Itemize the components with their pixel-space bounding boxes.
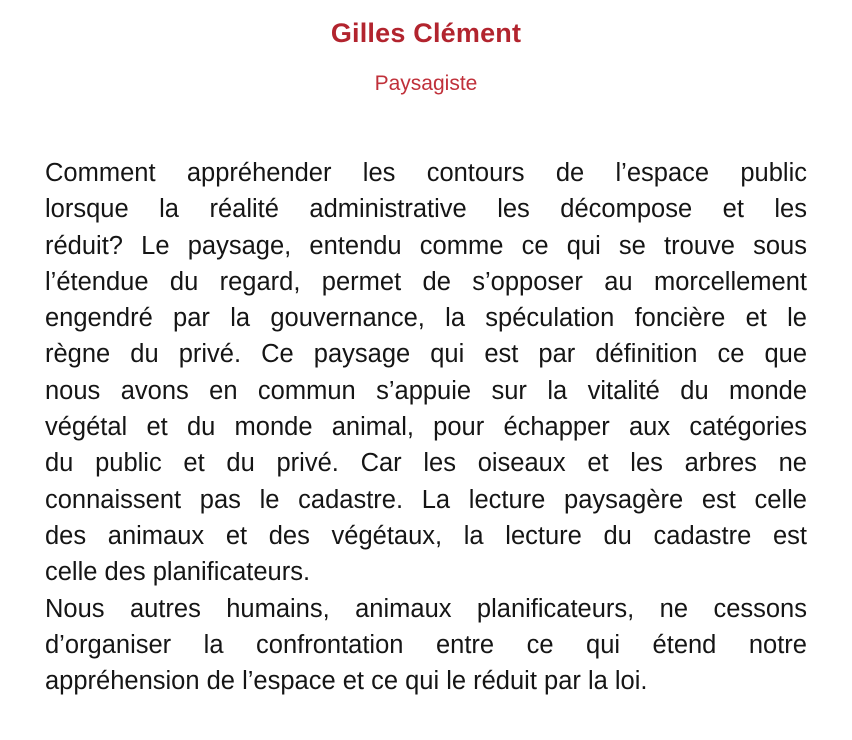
author-role: Paysagiste	[374, 72, 478, 95]
text-line: du public et du privé. Car les oiseaux et les arbres ne	[45, 449, 807, 478]
author-name: Gilles Clément	[330, 18, 522, 48]
text-line: d’organiser la confrontation entre ce qui étend notre	[45, 630, 807, 659]
text-line: lorsque la réalité administrative les décompose et les	[45, 195, 807, 224]
text-line: Comment appréhender les contours de l’espace public	[45, 159, 807, 187]
text-line: végétal et du monde animal, pour échapper aux catégories	[45, 413, 807, 442]
text-line: réduit? Le paysage, entendu comme ce qui se trouve sous	[45, 231, 807, 260]
text-line: règne du privé. Ce paysage qui est par définition ce que	[45, 340, 807, 369]
text-line: nous avons en commun s’appuie sur la vitalité du monde	[45, 376, 807, 405]
body-paragraph	[45, 155, 807, 699]
text-line: celle des planificateurs.	[45, 558, 311, 587]
text-line: Nous autres humains, animaux planificateurs, ne cessons	[45, 594, 807, 623]
text-line: l’étendue du regard, permet de s’opposer au morcellement	[45, 267, 807, 296]
text-line: appréhension de l’espace et ce qui le réduit par la loi.	[45, 667, 648, 696]
text-line: des animaux et des végétaux, la lecture du cadastre est	[45, 521, 807, 550]
text-line: engendré par la gouvernance, la spéculation foncière et le	[45, 304, 807, 333]
text-line: connaissent pas le cadastre. La lecture paysagère est celle	[45, 485, 807, 514]
